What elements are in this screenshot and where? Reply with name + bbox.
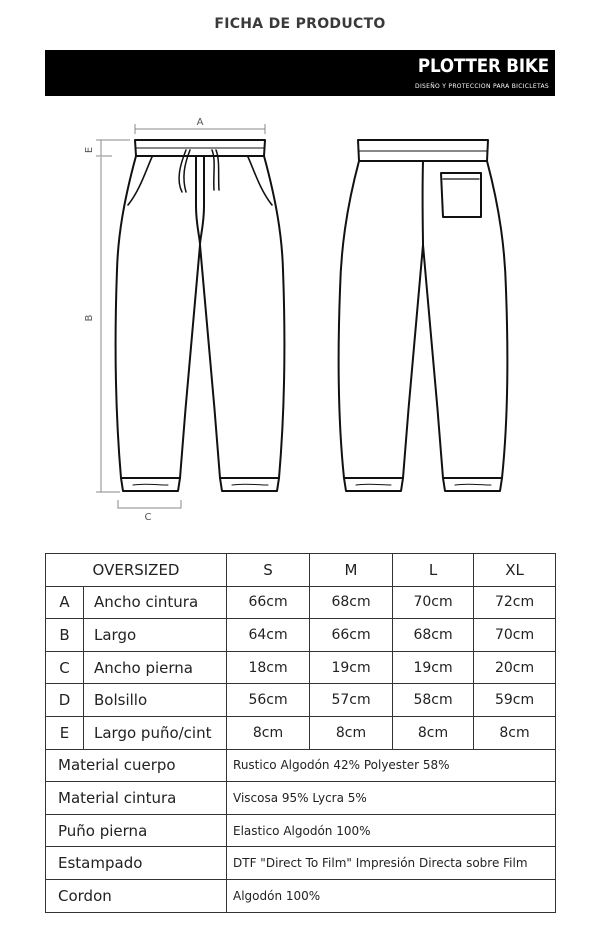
size-header-m: M: [310, 554, 393, 587]
size-header-xl: XL: [474, 554, 556, 587]
material-value: DTF "Direct To Film" Impresión Directa sobre Film: [227, 847, 556, 880]
material-value: Rustico Algodón 42% Polyester 58%: [227, 749, 556, 782]
measurement-value: 20cm: [474, 651, 556, 684]
measurement-row-a: [46, 586, 556, 619]
measurement-value: 19cm: [393, 651, 474, 684]
measurement-value: 66cm: [227, 586, 310, 619]
dimension-label-a: A: [196, 117, 204, 128]
measurement-value: 8cm: [393, 716, 474, 749]
measurement-value: 18cm: [227, 651, 310, 684]
measurement-key: E: [46, 716, 84, 749]
measurement-value: 70cm: [393, 586, 474, 619]
material-value: Viscosa 95% Lycra 5%: [227, 782, 556, 815]
measurement-label: Bolsillo: [84, 684, 227, 717]
fit-type-header: OVERSIZED: [46, 554, 227, 587]
brand-name: PLOTTER BIKE: [417, 55, 549, 77]
measurement-value: 8cm: [474, 716, 556, 749]
measurement-value: 68cm: [310, 586, 393, 619]
measurement-label: Largo: [84, 619, 227, 652]
measurement-label: Largo puño/cint: [84, 716, 227, 749]
measurement-row-b: [46, 619, 556, 652]
dimension-label-c: C: [144, 512, 152, 523]
page-title: FICHA DE PRODUCTO: [214, 16, 386, 32]
measurement-row-d: [46, 684, 556, 717]
brand-tagline: DISEÑO Y PROTECCION PARA BICICLETAS: [415, 83, 549, 90]
brand-banner: [45, 50, 555, 96]
material-label: Estampado: [46, 847, 227, 880]
pants-technical-drawing: [0, 100, 600, 530]
measurement-value: 8cm: [310, 716, 393, 749]
size-header-s: S: [227, 554, 310, 587]
material-value: Algodón 100%: [227, 879, 556, 912]
measurement-value: 66cm: [310, 619, 393, 652]
dimension-line-c: [118, 500, 181, 508]
back-view-drawing: [339, 140, 508, 491]
material-label: Material cuerpo: [46, 749, 227, 782]
front-view-drawing: [116, 140, 285, 491]
size-header-row: [46, 554, 556, 587]
material-label: Material cintura: [46, 782, 227, 815]
measurement-label: Ancho pierna: [84, 651, 227, 684]
measurement-row-e: [46, 716, 556, 749]
material-label: Cordon: [46, 879, 227, 912]
material-row: [46, 814, 556, 847]
measurement-key: B: [46, 619, 84, 652]
measurement-value: 56cm: [227, 684, 310, 717]
measurement-value: 57cm: [310, 684, 393, 717]
measurement-key: C: [46, 651, 84, 684]
dimension-line-e: [96, 140, 130, 156]
dimension-label-e: E: [84, 146, 95, 154]
size-chart-table: [45, 553, 556, 913]
material-value: Elastico Algodón 100%: [227, 814, 556, 847]
dimension-label-b: B: [84, 314, 95, 322]
measurement-key: D: [46, 684, 84, 717]
measurement-value: 59cm: [474, 684, 556, 717]
material-label: Puño pierna: [46, 814, 227, 847]
measurement-label: Ancho cintura: [84, 586, 227, 619]
measurement-value: 68cm: [393, 619, 474, 652]
measurement-value: 70cm: [474, 619, 556, 652]
measurement-value: 58cm: [393, 684, 474, 717]
size-header-l: L: [393, 554, 474, 587]
material-row: [46, 879, 556, 912]
measurement-row-c: [46, 651, 556, 684]
material-row: [46, 847, 556, 880]
measurement-value: 72cm: [474, 586, 556, 619]
measurement-value: 8cm: [227, 716, 310, 749]
measurement-value: 64cm: [227, 619, 310, 652]
material-row: [46, 782, 556, 815]
measurement-key: A: [46, 586, 84, 619]
measurement-value: 19cm: [310, 651, 393, 684]
material-row: [46, 749, 556, 782]
